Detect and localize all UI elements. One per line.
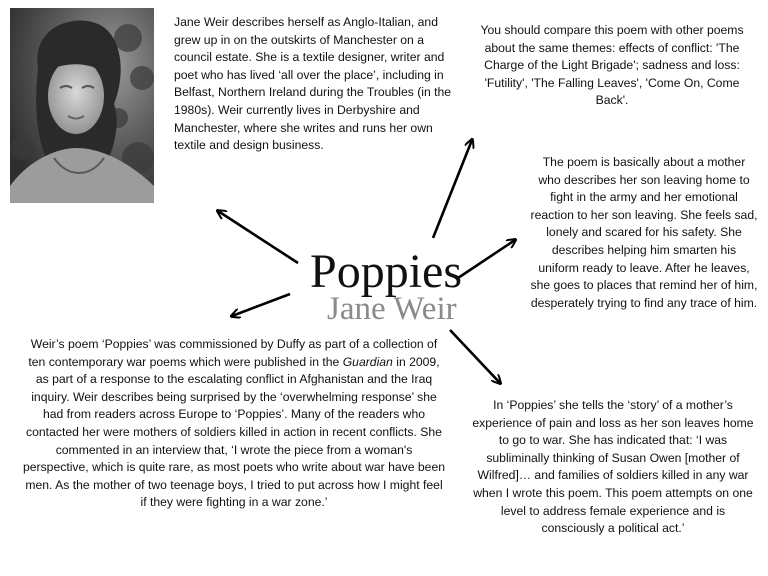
- poet-name-subtitle: Jane Weir: [327, 291, 457, 327]
- commission-text-part1: Weir’s poem ‘Poppies’ was commissioned by Duffy as part of a collection of ten contemporary war poems which were published in the: [28, 337, 438, 369]
- arrow-to-commission: [232, 294, 290, 316]
- commission-text-part2: in 2009, as part of a response to the escalating conflict in Afghanistan and the Iraq inquiry. Weir describes being surprised by the ‘overwhelming response’ she had from readers across Europe to ‘Poppies’. Many of the readers who contacted her were mothers of soldiers killed in action in recent conflicts. She commented in an interview that, ‘I wrote the piece from a woman's perspective, which is quite rare, as most poets who write about war have been men. As the mother of two teenage boys, I tried to put across how I might feel if they were fighting in a war zone.’: [22, 354, 446, 510]
- commission-context-text: [22, 336, 446, 512]
- compare-poems-text: You should compare this poem with other poems about the same themes: effects of conflict: 'The Charge of the Light Brigade'; sadness and loss: 'Futility', 'The Falling Leaves', 'Come On, Come Back'.: [480, 23, 744, 108]
- author-portrait-photo: [10, 8, 154, 203]
- guardian-italic: Guardian: [342, 354, 393, 369]
- poem-title: Poppies: [310, 245, 463, 298]
- arrow-to-summary: [458, 240, 515, 278]
- author-bio-text: Jane Weir describes herself as Anglo-Italian, and grew up in on the outskirts of Manchester on a council estate. She is a textile designer, writer and poet who has lived ‘all over the place’, including in Belfast, Northern Ireland during the Troubles (in the 1980s). Weir currently lives in Derbyshire and Manchester, where she writes and runs her own textile and design business.: [174, 15, 452, 153]
- arrow-to-story: [450, 330, 500, 383]
- arrow-to-bio: [218, 211, 298, 263]
- poem-summary-text: The poem is basically about a mother who describes her son leaving home to fight in the army and her emotional reaction to her son leaving. She feels sad, lonely and scared for his safety. She describes helping him smarten his uniform ready to leave. After he leaves, she goes to places that remind her of him, desperately trying to find any trace of him.: [530, 155, 758, 310]
- poem-story-text: In ‘Poppies’ she tells the ‘story’ of a mother’s experience of pain and loss as her son leaves home to go to war. She has indicated that: ‘I was subliminally thinking of Susan Owen [mother of Wilfred]… and families of soldiers killed in any war when I wrote this poem. This poem attempts on one level to address female experience and is consciously a political act.’: [472, 398, 754, 536]
